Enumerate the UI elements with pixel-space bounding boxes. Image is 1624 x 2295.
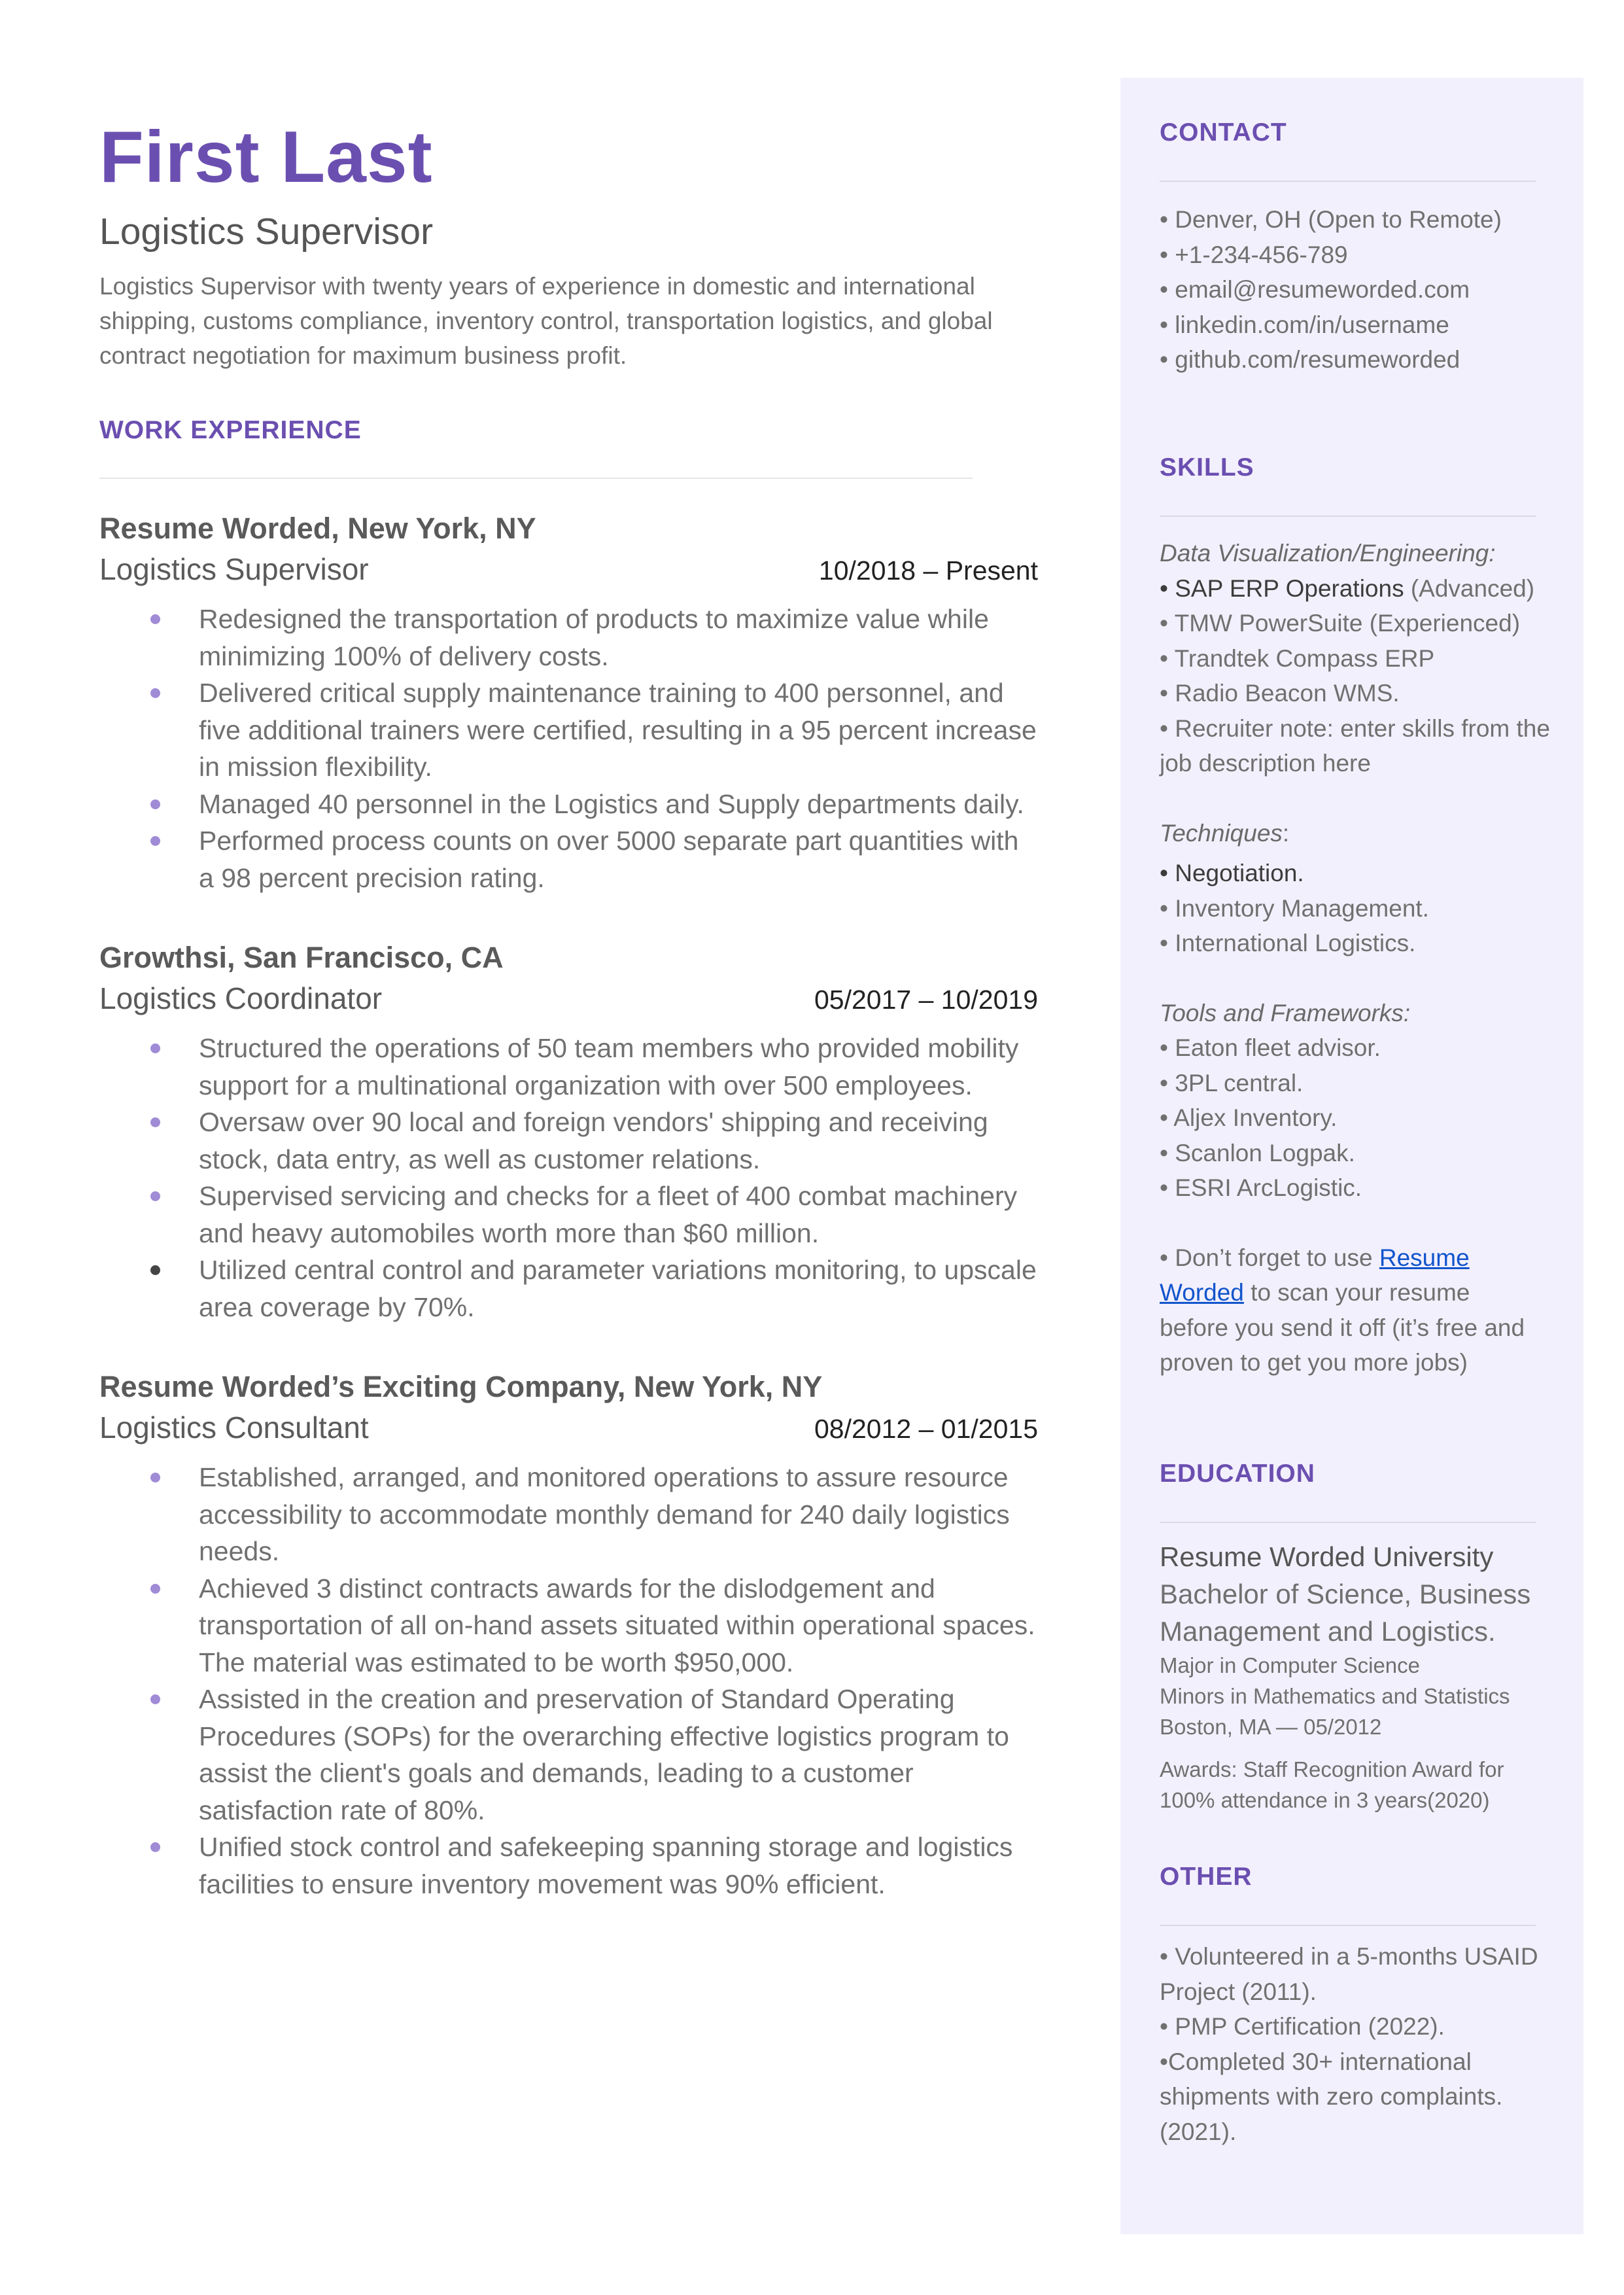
job-bullet: [99, 1178, 1038, 1252]
job-bullet: [99, 1030, 1038, 1104]
bullet-dot-icon: [150, 836, 160, 846]
bullet-text: Delivered critical supply maintenance training to 400 personnel, and five additional trainers were certified, resulting in a 95 percent increase in mission flexibility.: [199, 678, 1037, 782]
bullet-icon: •: [1160, 2048, 1168, 2075]
job-entry: [99, 938, 1038, 1325]
bullet-icon: •: [1160, 1034, 1168, 1061]
education-major: Major in Computer Science: [1160, 1653, 1420, 1677]
skill-category-label: Techniques: [1160, 819, 1283, 847]
section-divider: [99, 478, 973, 479]
main-column: [99, 114, 1038, 1902]
spacer: [1160, 1206, 1552, 1240]
job-role-row: [99, 1407, 1038, 1450]
other-item: [1160, 2009, 1552, 2044]
skill-item: [1160, 1066, 1552, 1101]
section-divider: [1160, 1522, 1536, 1523]
job-company: Resume Worded’s Exciting Company, New York, NY: [99, 1370, 823, 1403]
bullet-dot-icon: [150, 614, 160, 624]
job-bullet: [99, 1252, 1038, 1325]
skill-name: Radio Beacon WMS.: [1175, 680, 1400, 707]
bullet-text: Assisted in the creation and preservation of Standard Operating Procedures (SOPs) for the overarching effective logistics program to assist the client's goals and demands, leading to a customer satisfaction rate of 80%.: [199, 1684, 1009, 1825]
skill-name: Inventory Management.: [1175, 894, 1429, 922]
contact-text: github.com/resumeworded: [1175, 346, 1460, 373]
bullet-icon: •: [1160, 714, 1168, 742]
skill-name: TMW PowerSuite (Experienced): [1174, 610, 1521, 637]
bullet-dot-icon: [150, 1584, 160, 1594]
skill-item: [1160, 711, 1552, 781]
skill-category-colon: :: [1282, 819, 1290, 847]
bullet-icon: •: [1160, 276, 1168, 303]
job-bullet: [99, 822, 1038, 896]
skill-name: 3PL central.: [1175, 1069, 1304, 1096]
resume-worded-link[interactable]: Resume Worded: [1160, 1244, 1470, 1306]
bullet-dot-icon: [150, 1694, 160, 1704]
contact-github[interactable]: [1160, 342, 1552, 377]
work-experience-heading: WORK EXPERIENCE: [99, 416, 362, 444]
job-dates: 08/2012 – 01/2015: [814, 1414, 1038, 1444]
sidebar: [1120, 78, 1583, 2234]
contact-text: linkedin.com/in/username: [1175, 311, 1449, 338]
job-role-row: [99, 548, 1038, 591]
bullet-text: Established, arranged, and monitored operations to assure resource accessibility to accommodate monthly demand for 240 daily logistics needs.: [199, 1462, 1010, 1566]
bullet-icon: •: [1160, 241, 1168, 268]
skill-name: ESRI ArcLogistic.: [1175, 1174, 1362, 1201]
job-entry: [99, 509, 1038, 896]
other-text: Completed 30+ international shipments with zero complaints. (2021).: [1160, 2048, 1503, 2145]
skill-item: [1160, 856, 1552, 891]
skill-item: [1160, 1100, 1552, 1136]
bullet-text: Achieved 3 distinct contracts awards for the dislodgement and transportation of all on-hand assets situated within operational spaces. The material was estimated to be worth $950,000.: [199, 1573, 1035, 1677]
bullet-dot-icon: [150, 688, 160, 698]
bullet-text: Utilized central control and parameter variations monitoring, to upscale area coverage by 70%.: [199, 1255, 1037, 1322]
bullet-icon: •: [1160, 610, 1168, 637]
bullet-icon: •: [1160, 2013, 1168, 2040]
skill-item: [1160, 891, 1552, 926]
skill-item: [1160, 1136, 1552, 1171]
contact-phone: [1160, 237, 1552, 273]
skill-item: [1160, 676, 1552, 711]
skill-name: Eaton fleet advisor.: [1175, 1034, 1381, 1061]
contact-heading: CONTACT: [1160, 118, 1287, 147]
skill-category: Tools and Frameworks:: [1160, 999, 1411, 1026]
other-text: PMP Certification (2022).: [1175, 2013, 1445, 2040]
skill-name: Aljex Inventory.: [1173, 1104, 1338, 1131]
section-divider: [1160, 181, 1536, 182]
bullet-text: Oversaw over 90 local and foreign vendors' shipping and receiving stock, data entry, as well as customer relations.: [199, 1107, 988, 1174]
bullet-icon: •: [1160, 1104, 1168, 1131]
contact-location: [1160, 202, 1552, 237]
job-bullet: [99, 1104, 1038, 1178]
bullet-text: Unified stock control and safekeeping spanning storage and logistics facilities to ensure inventory movement was 90% efficient.: [199, 1832, 1013, 1899]
bullet-text: Supervised servicing and checks for a fleet of 400 combat machinery and heavy automobiles worth more than $60 million.: [199, 1181, 1018, 1248]
skill-name: International Logistics.: [1175, 930, 1416, 956]
bullet-icon: •: [1160, 206, 1168, 233]
bullet-icon: •: [1160, 311, 1168, 338]
skill-name: Scanlon Logpak.: [1175, 1139, 1355, 1166]
skill-name: SAP ERP Operations: [1175, 574, 1404, 602]
bullet-dot-icon: [150, 1117, 160, 1127]
spacer: [1160, 961, 1552, 996]
skill-level: (Advanced): [1404, 574, 1535, 602]
skill-name: Negotiation.: [1175, 860, 1304, 886]
bullet-text: Performed process counts on over 5000 separate part quantities with a 98 percent precision rating.: [199, 826, 1019, 893]
job-bullet: [99, 1570, 1038, 1681]
bullet-icon: •: [1160, 930, 1168, 956]
skills-list: [1160, 536, 1552, 1380]
spacer: [1160, 781, 1552, 816]
other-text: Volunteered in a 5-months USAID Project (2011).: [1160, 1943, 1538, 2005]
job-bullet: [99, 1829, 1038, 1902]
bullet-icon: •: [1160, 1244, 1168, 1271]
job-role: Logistics Supervisor: [99, 552, 369, 586]
job-bullet: [99, 786, 1038, 823]
note-text: Don’t forget to use: [1175, 1244, 1379, 1271]
job-company: Resume Worded, New York, NY: [99, 512, 536, 545]
other-item: [1160, 1939, 1552, 2009]
contact-text: Denver, OH (Open to Remote): [1175, 206, 1502, 233]
bullet-icon: •: [1160, 346, 1168, 373]
profile-summary: Logistics Supervisor with twenty years of experience in domestic and international shipping, customs compliance, inventory control, transportation logistics, and global contract negotiation for maximum business profit.: [99, 273, 993, 369]
bullet-dot-icon: [150, 1043, 160, 1053]
job-bullets: [99, 1030, 1038, 1325]
job-bullet: [99, 601, 1038, 674]
bullet-dot-icon: [150, 1191, 160, 1201]
skill-category: [1160, 816, 1552, 851]
education-heading: EDUCATION: [1160, 1460, 1315, 1488]
bullet-text: Managed 40 personnel in the Logistics and Supply departments daily.: [199, 788, 1024, 819]
education-minors: Minors in Mathematics and Statistics: [1160, 1684, 1510, 1708]
skill-item: [1160, 641, 1552, 676]
bullet-dot-icon: [150, 1265, 160, 1275]
job-role-row: [99, 977, 1038, 1021]
job-role: Logistics Consultant: [99, 1410, 369, 1445]
bullet-icon: •: [1160, 680, 1168, 707]
contact-list: [1160, 202, 1552, 377]
skills-heading: SKILLS: [1160, 453, 1254, 482]
skills-note: [1160, 1240, 1536, 1380]
contact-text: email@resumeworded.com: [1175, 276, 1470, 303]
section-divider: [1160, 516, 1536, 517]
bullet-icon: •: [1160, 1174, 1168, 1201]
bullet-icon: •: [1160, 574, 1168, 602]
other-list: [1160, 1939, 1552, 2149]
skill-item: [1160, 1170, 1552, 1206]
job-company: Growthsi, San Francisco, CA: [99, 941, 504, 974]
contact-email[interactable]: [1160, 272, 1552, 307]
education-degree: Bachelor of Science, Business Management and Logistics.: [1160, 1579, 1531, 1647]
job-bullets: [99, 1459, 1038, 1902]
contact-linkedin[interactable]: [1160, 307, 1552, 343]
note-text: to scan your resume before you send it off (it’s free and proven to get you more jobs): [1160, 1279, 1525, 1376]
job-dates: 05/2017 – 10/2019: [814, 985, 1038, 1015]
job-bullets: [99, 601, 1038, 896]
job-dates: 10/2018 – Present: [818, 555, 1038, 586]
other-item: [1160, 2044, 1536, 2150]
skill-category: Data Visualization/Engineering:: [1160, 540, 1496, 567]
skill-item: [1160, 1030, 1552, 1066]
contact-text: +1-234-456-789: [1175, 241, 1348, 268]
job-bullet: [99, 674, 1038, 786]
skill-item: [1160, 926, 1552, 961]
bullet-icon: •: [1160, 1139, 1168, 1166]
bullet-dot-icon: [150, 799, 160, 809]
bullet-icon: •: [1160, 1943, 1168, 1970]
skill-item: [1160, 606, 1552, 641]
education-block: [1160, 1538, 1536, 1815]
education-location-date: Boston, MA — 05/2012: [1160, 1715, 1382, 1739]
bullet-dot-icon: [150, 1473, 160, 1482]
education-awards: Awards: Staff Recognition Award for 100% attendance in 3 years(2020): [1160, 1757, 1504, 1812]
skill-item: [1160, 571, 1552, 606]
bullet-icon: •: [1160, 644, 1168, 672]
bullet-dot-icon: [150, 1842, 160, 1852]
bullet-text: Structured the operations of 50 team members who provided mobility support for a multinational organization with over 500 employees.: [199, 1033, 1019, 1100]
job-role: Logistics Coordinator: [99, 981, 383, 1015]
candidate-name: First Last: [99, 116, 433, 198]
skill-name: Trandtek Compass ERP: [1174, 644, 1435, 672]
skill-name: Recruiter note: enter skills from the job description here: [1160, 714, 1550, 777]
job-bullet: [99, 1681, 1038, 1829]
section-divider: [1160, 1925, 1536, 1926]
other-heading: OTHER: [1160, 1863, 1253, 1891]
bullet-icon: •: [1160, 894, 1168, 922]
job-entry: [99, 1367, 1038, 1902]
bullet-text: Redesigned the transportation of products to maximize value while minimizing 100% of delivery costs.: [199, 604, 989, 671]
candidate-title: Logistics Supervisor: [99, 211, 434, 253]
job-bullet: [99, 1459, 1038, 1570]
education-school: Resume Worded University: [1160, 1541, 1494, 1572]
bullet-icon: •: [1160, 860, 1168, 886]
bullet-icon: •: [1160, 1069, 1168, 1096]
